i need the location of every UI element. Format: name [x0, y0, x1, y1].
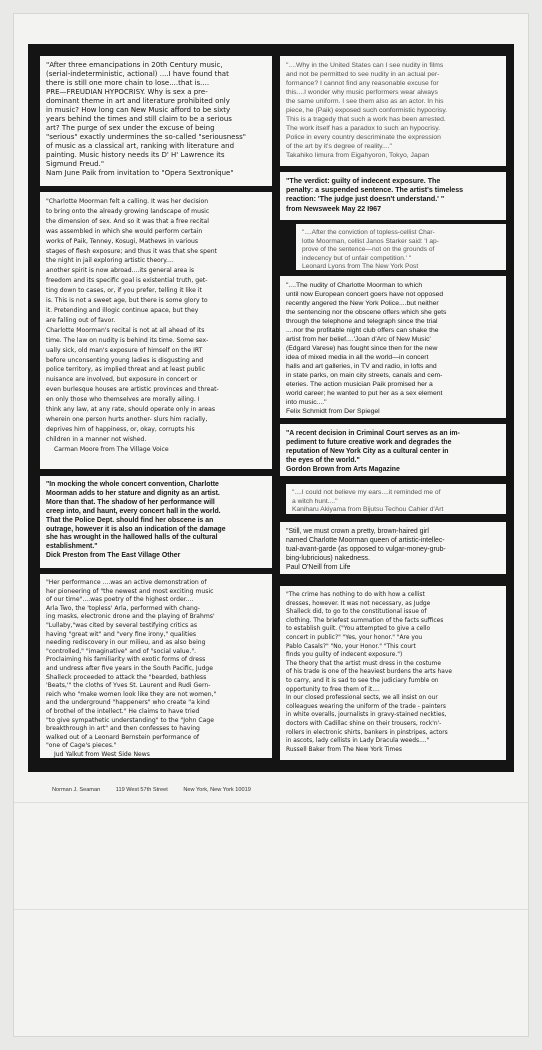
- clipping-brown: [280, 424, 506, 476]
- clipping-text: "In mocking the whole concert convention, Charlotte Moorman adds to her stature and dignity as an artist. More than that. The shadow of her performance will creep into, and haunt, every concert hall in the world. That the Police Dept. should find her obscene is an outrage, however it is also an indication of the damage she has wrought in the hallowed halls of the cultural establishment.": [46, 481, 226, 551]
- clipping-text: "After three emancipations in 20th Century music, (serial-indeterministic, actional) ....I have found that there is still one more chain to lose....that is.... PRE—FREUDIAN HYPOCRISY. Why is sex a pre- dominant theme in art and literature prohibited only in music? How long can New Music afford to be sixty years behind the times and still claim to be a serious art? The purge of sex under the excuse of being "serious" exactly undermines the so-called "seriousness" of music as a classical art, ranking with literature and painting. Music history needs its D' H' Lawrence its Sigmund Freud.": [46, 61, 247, 168]
- clipping-baker: [280, 586, 506, 760]
- clipping-preston: [40, 476, 272, 568]
- clipping-oneill: [280, 522, 506, 574]
- black-collage-panel: [28, 44, 514, 772]
- fold-line: [14, 802, 528, 803]
- clipping-credit: Felix Schmidt from Der Spiegel: [286, 408, 380, 415]
- fold-line: [14, 909, 528, 910]
- clipping-yalkut: [40, 574, 272, 758]
- clipping-text: "The crime has nothing to do with how a cellist dresses, however. It was not necessary, as Judge Shalleck did, to go to the constitutional issue of clothing. The briefest summation of the facts suffices to establish guilt. ("You attempted to give a cello concert in public?" "Yes, your honor." "Are you Pablo Casals?" "No, your Honor." "This court finds you guilty of indecent exposure.") The theory that the artist must dress in the costume of his trade is one of the heaviest burdens the arts have to carry, and it is sad to see the judiciary fumble on opportunity to free them of it.... In our closed professional sects, we all insist on our colleagues wearing the uniform of the trade - painters in white overalls, journalists in gravy-stained neckties, doctors with Cadillac shine on their trousers, rock'n'- rollers in electronic shirts, bankers in pinstripes, actors in ascots, lady cellists in Lady Dracula weeds....": [286, 592, 453, 745]
- poster-sheet: [14, 14, 528, 1036]
- clipping-akiyama: [286, 484, 506, 514]
- clipping-text: "....Why in the United States can I see nudity in films and not be permitted to see nudity in an actual per- formance? I cannot find any reasonable excuse for this....I wonder why music performers wear always the same uniform. I see them also as an actor. In his piece, he (Paik) exposed such conformistic hypocrisy. This is a tragedy that such a work has been arrested. The work itself has a paradox to such an hypocrisy. Police in every country descriminate the expression of the art by it's degree of reality....": [286, 62, 448, 150]
- clipping-credit: Dick Preston from The East Village Other: [46, 552, 181, 560]
- clipping-credit: Russell Baker from The New York Times: [286, 746, 402, 753]
- clipping-moore: [40, 192, 272, 469]
- clipping-text: "A recent decision in Criminal Court serves as an im- pediment to future creative work and degrades the reputation of New York City as a cultural center in the eyes of the world.": [286, 430, 460, 464]
- clipping-lyons: [296, 224, 506, 270]
- clipping-text: "Charlotte Moorman felt a calling. It was her decision to bring onto the already growing landscape of music the dimension of sex. And so it was that a free recital was assembled in which she would perform certain works of Paik, Tenney, Kosugi, Mathews in various stages of flesh exposure; and thus it was that she spent the night in jail exploring artistic theory.... another spirit is now abroad....its general area is freedom and its specific goal is existential truth, get- ting down to cases, or, if you prefer, telling it like it is. This is not a sweet age, but there is some glory to it. Pretending and illogic continue apace, but they are falling out of favor. Charlotte Moorman's recital is not at all ahead of its time. The law on nudity is behind its time. Some sex- ually sick, old man's exposure of himself on the IRT before unconsenting young ladies is disgusting and police territory, as implied threat and at least public nuisance are involved, but exposure in concert or even burlesque houses are artistic provinces and threat- en only those who themselves are morally ailing. I think any law, at any rate, should operate only in areas wherein one person hurts another- slurs him racially, deprives him of happiness, or, okay, corrupts his children in a manner not wished.: [46, 198, 219, 443]
- sender-street: 119 West 57th Street: [115, 787, 168, 793]
- clipping-credit: Paul O'Neill from Life: [286, 564, 351, 571]
- clipping-text: "....The nudity of Charlotte Moorman to which until now European concert goers have not opposed recently angered the New York Police....but neither the sentencing nor the obscene offers which she gets through the telephone and telegraph since the trial ....nor the profitable night club offers can shake the artist from her belief....'Joan d'Arc of New Music' (Edgard Varese) has fought since then for the new idea of mixed media in all the world—in concert halls and art galleries, in TV and radio, in lofts and in state parks, on main city streets, canals and cem- eteries. The action musician Paik promised her a world career; he wanted to put her as a sex element into music....": [286, 282, 447, 406]
- clipping-schmidt: [280, 276, 506, 418]
- clipping-credit: Takahiko Iimura from Eigahyoron, Tokyo, Japan: [286, 152, 430, 159]
- clipping-credit: Leonard Lyons from The New York Post: [302, 263, 419, 270]
- clipping-paik: [40, 56, 272, 186]
- sender-address: [52, 787, 265, 793]
- sender-name: Norman J. Seaman: [52, 787, 101, 793]
- clipping-credit: Kaniharu Akiyama from Bijutsu Techou Cahier d'Art: [292, 506, 444, 514]
- clipping-text: "Her performance ....was an active demonstration of her pioneering of "the newest and most exciting music of our time"....was poetry of the highest order.... Arla Two, the 'topless' Arla, performed with chang- ing masks, electronic drone and the playing of Brahms' "Lullaby,"was cited by several testifying critics as having "great wit" and "very fine irony," qualities needing rediscovery in our milieu, and as also being "controlled," "imaginative" and of "social value.". Proclaiming his familiarity with exotic forms of dress and undress after five years in the South Pacific, Judge Shalleck proceeded to attack the "bearded, bathless 'Beats,'" the cloths of Yves St. Laurent and Rudi Gern- reich who "make women look like they are not women," and the underground "happeners" who create "a kind of brothel of the intellect." He claims to have tried "to give sympathetic understanding" to the "John Cage breakthrough in art" and then confesses to having walked out of a Leonard Bernstein performance of "one of Cage's pieces.": [46, 579, 217, 750]
- clipping-credit: Jud Yalkut from West Side News: [54, 750, 150, 758]
- clipping-newsweek: [280, 172, 506, 220]
- clipping-text: "Still, we must crown a pretty, brown-haired girl named Charlotte Moorman queen of artistic-intellec- tual-avant-garde (as opposed to vulgar-money-grub- bing-lubricious) nakedness.: [286, 528, 446, 562]
- clipping-iimura: [280, 56, 506, 166]
- clipping-credit: Gordon Brown from Arts Magazine: [286, 466, 400, 473]
- clipping-credit: Carman Moore from The Village Voice: [54, 445, 169, 453]
- clipping-text: "....After the conviction of topless-cellist Char- lotte Moorman, cellist Janos Starker said: 'I ap- prove of the sentence—not on the grounds of indecency but of unfair competition.' ": [302, 229, 439, 262]
- clipping-credit: Nam June Paik from invitation to "Opera Sextronique": [46, 169, 234, 177]
- sender-city: New York, New York 10019: [183, 787, 251, 793]
- clipping-text: "....I could not believe my ears....it reminded me of a witch hunt....": [292, 489, 441, 505]
- clipping-text: "The verdict: guilty of indecent exposure. The penalty: a suspended sentence. The artist's timeless reaction: 'The judge just doesn't understand.' " from Newsweek May 22 I967: [286, 177, 464, 213]
